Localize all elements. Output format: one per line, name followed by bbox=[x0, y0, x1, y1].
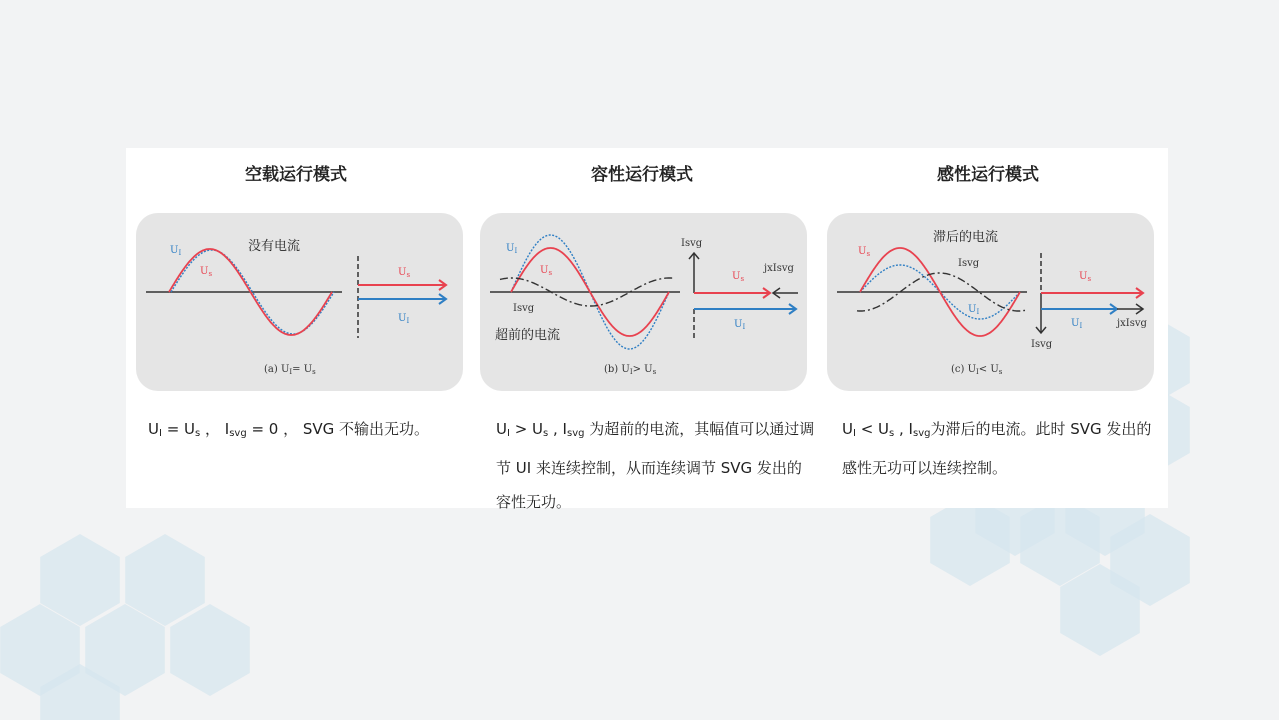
us-phasor-arrow bbox=[358, 280, 446, 290]
label-ui: $U_I$ bbox=[968, 304, 980, 316]
label-isvg: Isvg bbox=[513, 303, 535, 314]
description-inductive: $U_I < U_s$ , $I_{svg}$为滞后的电流。此时 SVG 发出的感性无功可以连续控制。 bbox=[842, 420, 1152, 477]
description-capacitive: $U_I > U_s$ , $I_{svg}$ 为超前的电流，其幅值可以通过调节 UI 来连续控制，从而连续调节 SVG 发出的容性无功。 bbox=[496, 420, 815, 511]
jx-isvg-phasor-arrow bbox=[773, 288, 798, 298]
diagram-inductive bbox=[827, 213, 1154, 391]
content-panel bbox=[126, 148, 1168, 511]
phasor-label-us: $U_s$ bbox=[1079, 271, 1092, 283]
title-no-load-mode: 空载运行模式 bbox=[245, 165, 347, 185]
caption-c: (c) $U_I< U_s$ bbox=[951, 364, 1003, 376]
us-phasor-arrow bbox=[694, 288, 770, 298]
wave-note: 滞后的电流 bbox=[933, 230, 999, 245]
isvg-phasor-arrow-up bbox=[689, 253, 699, 293]
label-us: $U_s$ bbox=[858, 246, 871, 258]
phasor-label-ui: $U_I$ bbox=[734, 319, 746, 331]
phasor-label-ui: $U_I$ bbox=[398, 313, 410, 325]
label-ui: $U_I$ bbox=[170, 245, 182, 257]
phasor-label-jx-isvg: jxIsvg bbox=[764, 263, 794, 274]
ui-phasor-arrow bbox=[358, 294, 446, 304]
title-capacitive-mode: 容性运行模式 bbox=[591, 165, 693, 185]
title-inductive-mode: 感性运行模式 bbox=[937, 165, 1039, 185]
diagram-no-load bbox=[136, 213, 463, 391]
phasor-label-ui: $U_I$ bbox=[1071, 318, 1083, 330]
caption-b: (b) $U_I> U_s$ bbox=[604, 364, 657, 376]
hexagon-decoration bbox=[170, 604, 250, 696]
wave-note: 超前的电流 bbox=[495, 328, 561, 343]
phasor-label-jx-isvg: jxIsvg bbox=[1117, 318, 1147, 329]
description-no-load: $U_I = U_s$ ， $I_{svg} = 0$ ， SVG 不输出无功。 bbox=[148, 420, 430, 439]
label-ui: $U_I$ bbox=[506, 243, 518, 255]
isvg-phasor-arrow-down bbox=[1036, 293, 1046, 333]
phasor-label-isvg: Isvg bbox=[681, 238, 703, 249]
phasor-label-isvg: Isvg bbox=[1031, 339, 1053, 350]
phasor-label-us: $U_s$ bbox=[398, 267, 411, 279]
ui-phasor-arrow bbox=[1041, 304, 1117, 314]
label-us: $U_s$ bbox=[540, 265, 553, 277]
diagram-capacitive bbox=[480, 213, 807, 391]
jx-isvg-phasor-arrow bbox=[1117, 304, 1143, 314]
ui-phasor-arrow bbox=[694, 304, 796, 314]
phasor-label-us: $U_s$ bbox=[732, 271, 745, 283]
us-phasor-arrow bbox=[1041, 288, 1143, 298]
wave-note: 没有电流 bbox=[248, 239, 301, 254]
label-us: $U_s$ bbox=[200, 266, 213, 278]
caption-a: (a) $U_I= U_s$ bbox=[264, 364, 316, 376]
label-isvg: Isvg bbox=[958, 258, 980, 269]
